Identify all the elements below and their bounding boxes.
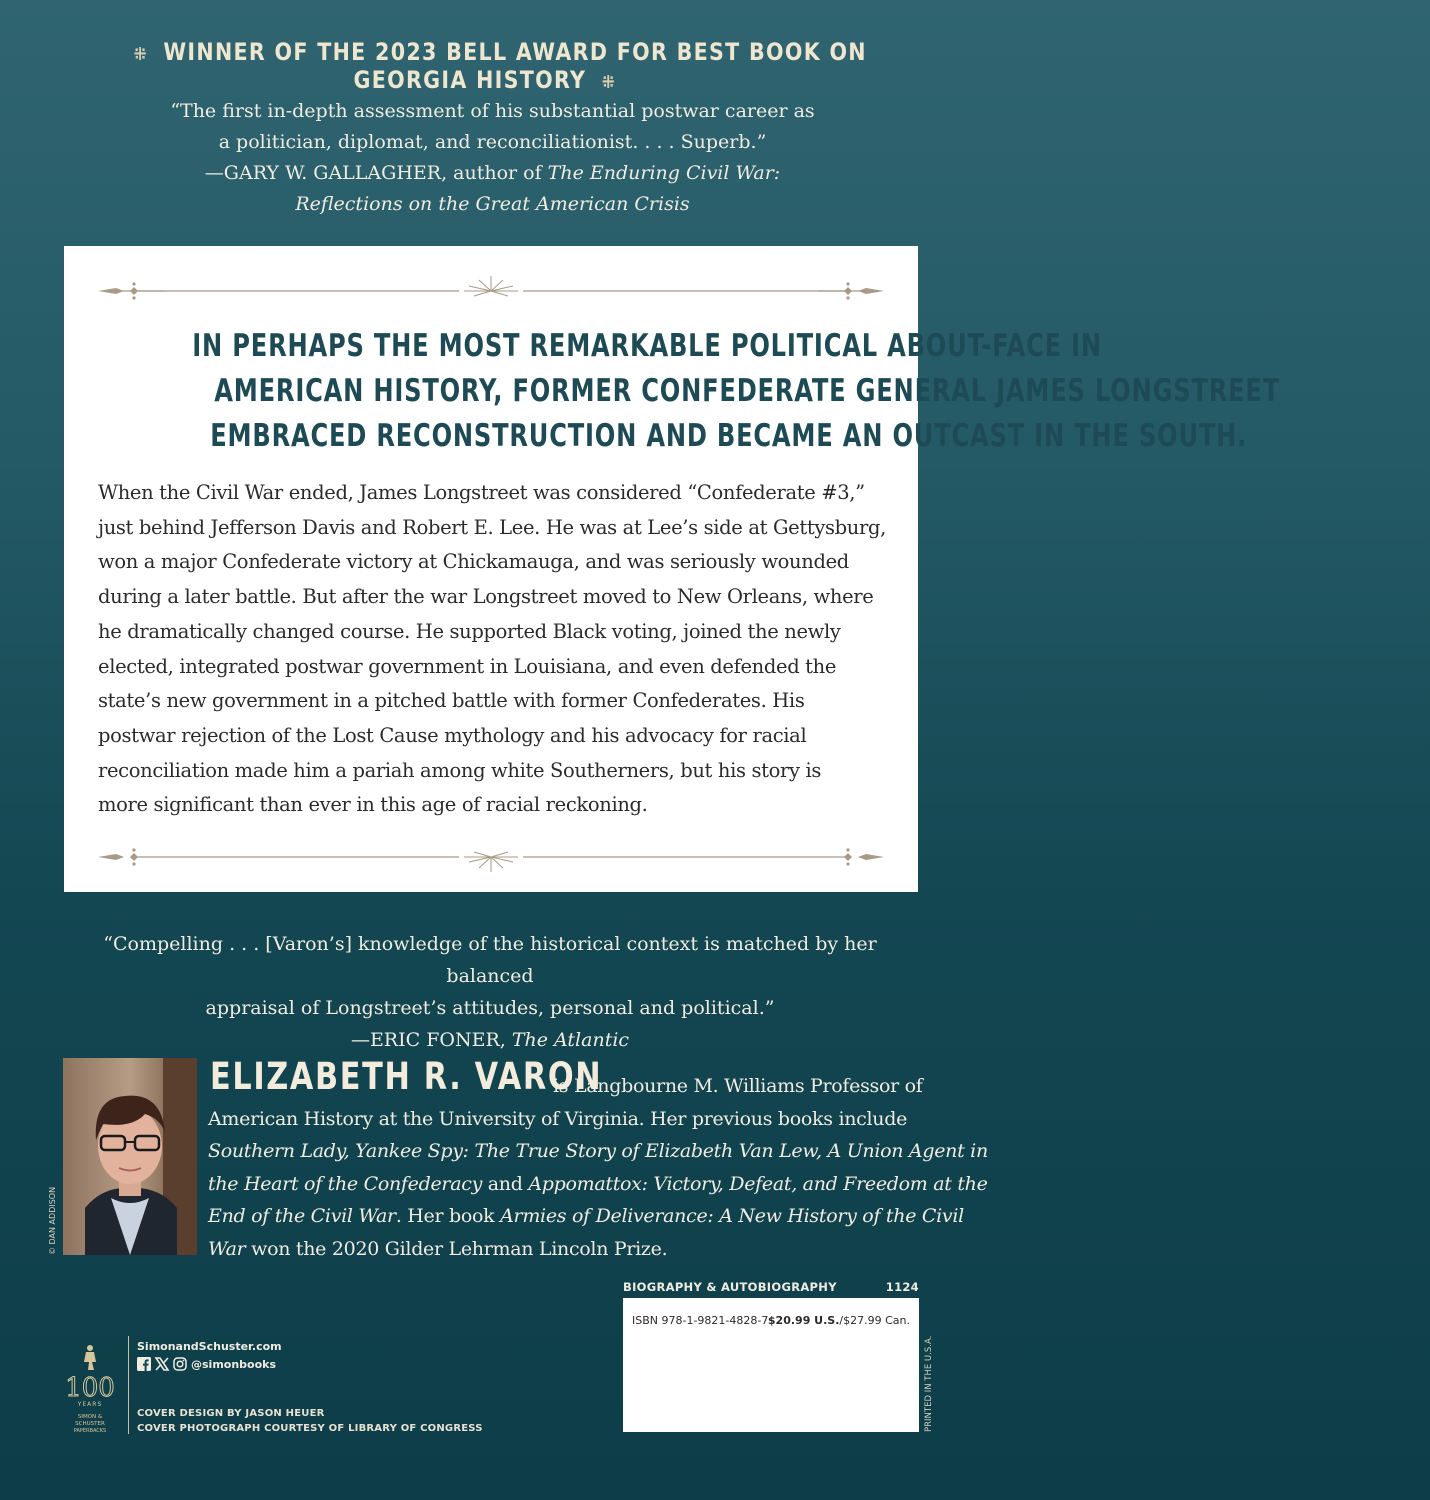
cover-photo-credit: COVER PHOTOGRAPH COURTESY OF LIBRARY OF CONGRESS — [137, 1423, 483, 1434]
attribution-name: —GARY W. GALLAGHER, author of — [204, 162, 548, 184]
price — [768, 1314, 910, 1327]
ornament-divider-bottom — [94, 842, 888, 872]
price-us: $20.99 U.S. — [767, 1314, 840, 1327]
sunburst-icon — [464, 852, 518, 872]
cover-design-credit: COVER DESIGN BY JASON HEUER — [137, 1408, 325, 1419]
sparkle-icon: ⁜ — [601, 72, 617, 93]
bio-line — [208, 1168, 988, 1201]
bio-line — [208, 1200, 964, 1233]
description-line: he dramatically changed course. He supported Black voting, joined the newly — [98, 619, 841, 643]
bio-text: and — [482, 1172, 529, 1195]
description-line: just behind Jefferson Davis and Robert E. Lee. He was at Lee’s side at Gettysburg, — [98, 515, 886, 539]
category-code: 1124 — [885, 1280, 919, 1294]
publication-title: The Atlantic — [511, 1029, 630, 1051]
description-line: reconciliation made him a pariah among white Southerners, but his story is — [98, 758, 822, 782]
blurb-line: “Compelling . . . [Varon’s] knowledge of the historical context is matched by her balanced — [103, 933, 877, 987]
book-title: The Enduring Civil War: — [547, 162, 781, 184]
isbn: ISBN 978-1-9821-4828-7 — [632, 1314, 769, 1327]
category-label: BIOGRAPHY & AUTOBIOGRAPHY — [623, 1280, 837, 1294]
divider — [128, 1336, 129, 1434]
bio-line — [208, 1233, 920, 1266]
description-line: postwar rejection of the Lost Cause mythology and his advocacy for racial — [98, 723, 807, 747]
instagram-icon[interactable] — [173, 1357, 187, 1371]
headline-line: AMERICAN HISTORY, FORMER CONFEDERATE GENERAL JAMES LONGSTREET — [214, 373, 1281, 409]
category-line — [623, 1280, 919, 1294]
author-photo — [63, 1058, 197, 1255]
description-panel — [64, 246, 1281, 892]
description-text — [98, 476, 898, 823]
logo-100: 100 — [65, 1373, 115, 1403]
attribution-name: —ERIC FONER, — [350, 1029, 512, 1051]
blurb-foner — [80, 928, 900, 1056]
headline-line: IN PERHAPS THE MOST REMARKABLE POLITICAL ABOUT-FACE IN — [192, 328, 1102, 364]
description-line: during a later battle. But after the war Longstreet moved to New Orleans, where — [98, 585, 874, 609]
book-title: End of the Civil War — [208, 1205, 396, 1227]
logo-name: SCHUSTER — [75, 1421, 105, 1427]
description-line: won a major Confederate victory at Chickamauga, and was seriously wounded — [98, 550, 849, 574]
headline-line: EMBRACED RECONSTRUCTION AND BECAME AN OUTCAST IN THE SOUTH. — [210, 418, 1248, 454]
description-line: elected, integrated postwar government in Louisiana, and even defended the — [98, 654, 837, 678]
logo-name: PAPERBACKS — [73, 1428, 107, 1434]
design-credits — [137, 1406, 483, 1436]
description-line: state’s new government in a pitched battle with former Confederates. His — [98, 689, 805, 713]
sunburst-icon — [464, 276, 518, 296]
bio-text: won the 2020 Gilder Lehrman Lincoln Prize. — [245, 1237, 668, 1260]
website-link[interactable]: SimonandSchuster.com — [137, 1340, 282, 1353]
book-title-cont — [120, 189, 865, 220]
barcode-box — [623, 1298, 919, 1432]
photo-credit: © DAN ADDISON — [48, 1186, 57, 1255]
social-handle[interactable]: @simonbooks — [191, 1357, 277, 1371]
description-line: more significant than ever in this age of racial reckoning. — [98, 793, 648, 817]
award-banner — [69, 38, 916, 94]
book-title: Armies of Deliverance: A New History of the Civil — [500, 1205, 964, 1227]
bio-line: American History at the University of Virginia. Her previous books include — [208, 1107, 908, 1130]
book-title: the Heart of the Confederacy — [208, 1172, 483, 1195]
book-title: Southern Lady, Yankee Spy: The True Story of Elizabeth Van Lew, A Union Agent in — [208, 1140, 988, 1162]
logo-name: SIMON & — [77, 1414, 103, 1420]
headline — [64, 324, 1281, 459]
publisher-social — [137, 1340, 282, 1371]
blurb-line: appraisal of Longstreet’s attitudes, personal and political.” — [205, 997, 775, 1019]
award-text: WINNER OF THE 2023 BELL AWARD FOR BEST BOOK ON GEORGIA HISTORY — [163, 38, 867, 94]
book-title: Reflections on the Great American Crisis — [295, 193, 690, 215]
blurb-line: a politician, diplomat, and reconciliationist. . . . Superb.” — [218, 131, 767, 153]
printed-in: PRINTED IN THE U.S.A. — [924, 1335, 934, 1432]
description-line: When the Civil War ended, James Longstreet was considered “Confederate #3,” — [98, 481, 865, 504]
author-name: ELIZABETH R. VARON — [210, 1055, 603, 1098]
book-title: War — [208, 1237, 246, 1260]
blurb-attribution — [80, 1024, 900, 1056]
blurb-attribution — [120, 158, 865, 189]
bio-line — [208, 1135, 988, 1168]
logo-years: YEARS — [77, 1401, 103, 1408]
book-title: Appomattox: Victory, Defeat, and Freedom at the — [528, 1172, 988, 1195]
sparkle-icon: ⁜ — [133, 44, 148, 65]
blurb-gallagher — [120, 96, 865, 220]
bio-line: is Langbourne M. Williams Professor of — [553, 1075, 923, 1097]
bio-text: . Her book — [395, 1205, 501, 1227]
publisher-logo — [58, 1340, 122, 1440]
price-can: /$27.99 Can. — [839, 1314, 910, 1327]
x-icon[interactable] — [155, 1357, 169, 1371]
author-bio — [208, 1070, 988, 1265]
blurb-line: “The first in-depth assessment of his substantial postwar career as — [170, 100, 815, 122]
ornament-divider-top — [94, 276, 888, 306]
facebook-icon[interactable] — [137, 1357, 151, 1371]
